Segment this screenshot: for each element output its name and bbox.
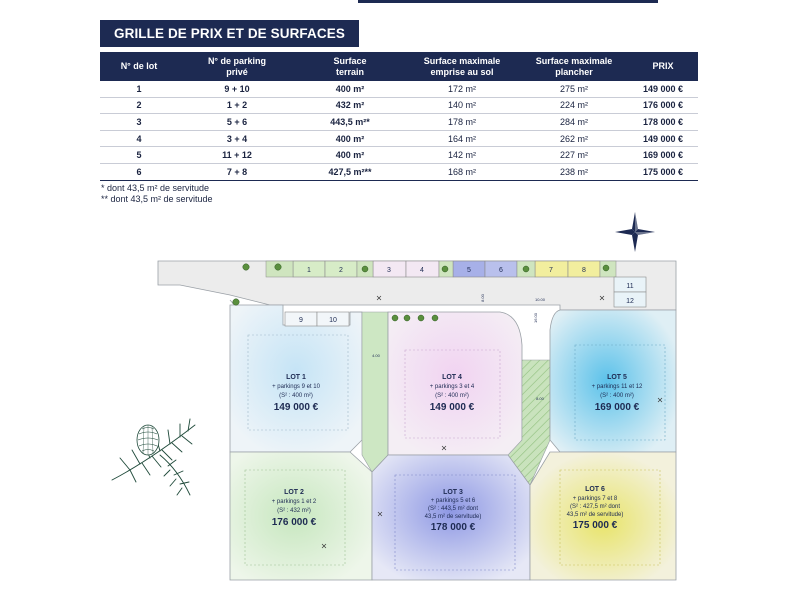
- cell-surface: 427,5 m²**: [296, 163, 404, 180]
- parking-label-7: 7: [549, 267, 553, 274]
- lot-surface: (S² : 432 m²): [277, 508, 311, 514]
- cell-plancher: 238 m²: [520, 163, 628, 180]
- top-accent-bar: [358, 0, 658, 3]
- cell-parking: 5 + 6: [178, 114, 296, 131]
- price-surface-table: [100, 52, 698, 181]
- dimension-label: 16.00: [533, 312, 538, 324]
- parking-label-11: 11: [626, 283, 634, 290]
- parking-label-8: 8: [582, 267, 586, 274]
- cell-lot: 4: [100, 130, 178, 147]
- parking-label-12: 12: [626, 298, 634, 305]
- parking-label-5: 5: [467, 267, 471, 274]
- compass-rose-icon: [615, 212, 655, 252]
- cell-price: 169 000 €: [628, 147, 698, 164]
- parking-label-4: 4: [420, 267, 424, 274]
- lot-price: 176 000 €: [271, 517, 317, 528]
- lot-surface: (S² : 427,5 m² dont: [569, 504, 621, 510]
- lot-parkings: + parkings 7 et 8: [572, 496, 618, 502]
- cell-parking: 3 + 4: [178, 130, 296, 147]
- cell-lot: 2: [100, 97, 178, 114]
- table-row: [100, 97, 698, 114]
- lot-parkings: + parkings 9 et 10: [272, 384, 320, 390]
- lot-extra: 43,5 m² de servitude): [566, 512, 624, 518]
- table-row: [100, 81, 698, 97]
- cell-price: 175 000 €: [628, 163, 698, 180]
- lot-title: LOT 1: [286, 374, 306, 381]
- cell-price: 149 000 €: [628, 130, 698, 147]
- lot-5-area: [550, 310, 676, 452]
- cell-plancher: 284 m²: [520, 114, 628, 131]
- header-lot-number: N° de lot: [100, 52, 178, 81]
- cell-price: 178 000 €: [628, 114, 698, 131]
- cell-plancher: 224 m²: [520, 97, 628, 114]
- cell-emprise: 140 m²: [404, 97, 520, 114]
- page-title: GRILLE DE PRIX ET DE SURFACES: [100, 20, 359, 47]
- parking-label-1: 1: [307, 267, 311, 274]
- table-row: [100, 114, 698, 131]
- header-emprise: Surface maximale emprise au sol: [404, 52, 520, 81]
- parking-label-3: 3: [387, 267, 391, 274]
- dimension-label: 8.00: [480, 294, 485, 302]
- lot-title: LOT 6: [585, 486, 605, 493]
- footnote-servitude-2: ** dont 43,5 m² de servitude: [101, 194, 213, 204]
- parking-label-10: 10: [329, 317, 337, 324]
- table-row: [100, 130, 698, 147]
- lot-price: 169 000 €: [594, 402, 640, 413]
- cell-price: 149 000 €: [642, 83, 684, 94]
- lot-title: LOT 3: [443, 489, 463, 496]
- lot-2-area: [230, 452, 372, 580]
- table-row: [100, 147, 698, 164]
- lot-title: LOT 5: [607, 374, 627, 381]
- table-header-row: [100, 52, 698, 81]
- cell-surface: 432 m²: [296, 97, 404, 114]
- lot-price: 149 000 €: [273, 402, 319, 413]
- cell-lot: 1: [136, 83, 142, 94]
- cell-emprise: 142 m²: [404, 147, 520, 164]
- cell-lot: 6: [100, 163, 178, 180]
- lot-parkings: + parkings 5 et 6: [430, 498, 476, 504]
- cell-emprise: 172 m²: [447, 83, 476, 94]
- cell-parking: 9 + 10: [224, 83, 250, 94]
- pine-cone-icon: [137, 425, 159, 455]
- cell-surface: 400 m²: [296, 130, 404, 147]
- cell-surface: 443,5 m²*: [296, 114, 404, 131]
- parking-label-2: 2: [339, 267, 343, 274]
- header-price: PRIX: [628, 52, 698, 81]
- site-plan-map: [100, 195, 700, 600]
- lot-price: 175 000 €: [572, 520, 618, 531]
- cell-price: 176 000 €: [628, 97, 698, 114]
- lot-surface: (S² : 443,5 m² dont: [427, 506, 479, 512]
- lot-parkings: + parkings 1 et 2: [271, 499, 317, 505]
- parking-label-6: 6: [499, 267, 503, 274]
- header-surface-terrain: Surface terrain: [296, 52, 404, 81]
- cell-emprise: 164 m²: [404, 130, 520, 147]
- lot-surface: (S² : 400 m²): [435, 393, 469, 399]
- cell-plancher: 275 m²: [559, 83, 588, 94]
- cell-lot: 5: [100, 147, 178, 164]
- cell-plancher: 227 m²: [520, 147, 628, 164]
- lot-extra: 43,5 m² de servitude): [424, 514, 482, 520]
- cell-lot: 3: [100, 114, 178, 131]
- cell-emprise: 178 m²: [404, 114, 520, 131]
- cell-surface: 400 m²: [335, 83, 365, 94]
- lot-title: LOT 4: [442, 374, 462, 381]
- table-row: [100, 163, 698, 180]
- cell-parking: 11 + 12: [178, 147, 296, 164]
- lot-title: LOT 2: [284, 489, 304, 496]
- cell-parking: 7 + 8: [178, 163, 296, 180]
- lot-price: 178 000 €: [430, 522, 476, 533]
- cell-plancher: 262 m²: [520, 130, 628, 147]
- lot-surface: (S² : 400 m²): [600, 393, 634, 399]
- dimension-label: 10.00: [534, 297, 546, 302]
- footnote-servitude-1: * dont 43,5 m² de servitude: [101, 183, 210, 193]
- parking-label-9: 9: [299, 317, 303, 324]
- cell-parking: 1 + 2: [178, 97, 296, 114]
- dimension-label: 4.00: [372, 353, 380, 358]
- lot-parkings: + parkings 11 et 12: [591, 384, 643, 390]
- dimension-label: 8.00: [536, 396, 544, 401]
- cell-surface: 400 m²: [296, 147, 404, 164]
- cell-emprise: 168 m²: [404, 163, 520, 180]
- lot-parkings: + parkings 3 et 4: [429, 384, 475, 390]
- lot-price: 149 000 €: [429, 402, 475, 413]
- header-plancher: Surface maximale plancher: [520, 52, 628, 81]
- lot-surface: (S² : 400 m²): [279, 393, 313, 399]
- header-parking: N° de parking privé: [178, 52, 296, 81]
